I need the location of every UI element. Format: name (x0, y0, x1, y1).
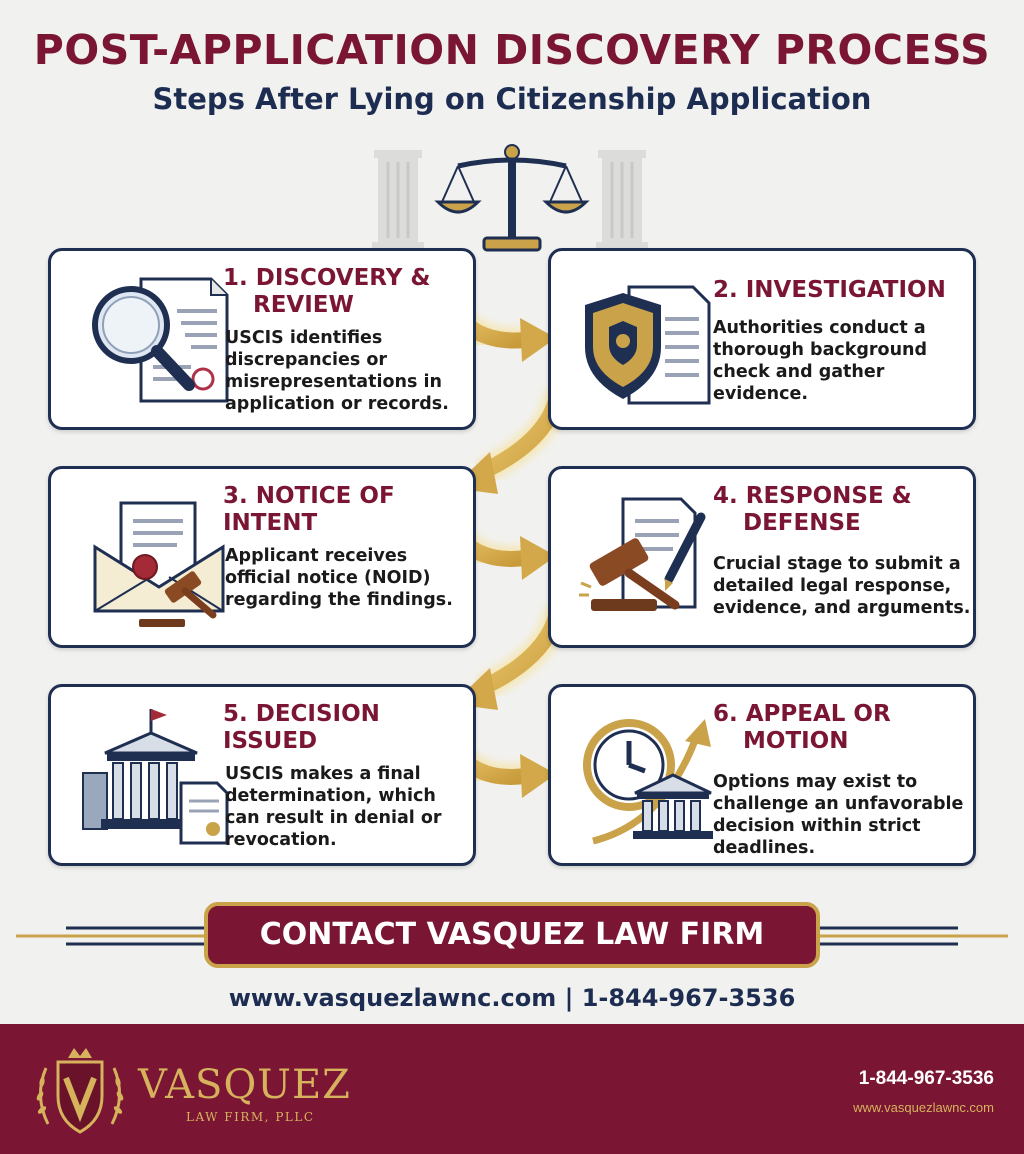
step-2-title: 2. INVESTIGATION (713, 277, 946, 303)
step-4-title-line2: DEFENSE (743, 510, 861, 536)
step-5-title: 5. DECISION (223, 701, 380, 727)
contact-line: www.vasquezlawnc.com | 1-844-967-3536 (228, 984, 796, 1012)
law-firm-crest-logo (28, 1040, 132, 1144)
contact-cta-button[interactable]: CONTACT VASQUEZ LAW FIRM (204, 902, 820, 968)
step-card-3 (48, 466, 476, 648)
step-card-6 (548, 684, 976, 866)
step-1-title: 1. DISCOVERY & (223, 265, 431, 291)
step-6-title-line2: MOTION (743, 728, 849, 754)
step-card-4 (548, 466, 976, 648)
step-5-title-line2: ISSUED (223, 728, 318, 754)
step-1-description: USCIS identifies discrepancies or misrepresentations in application or records. (225, 328, 449, 414)
step-4-description: Crucial stage to submit a detailed legal response, evidence, and arguments. (713, 554, 971, 618)
page-title: POST-APPLICATION DISCOVERY PROCESS (33, 26, 991, 74)
step-3-title: 3. NOTICE OF (223, 483, 395, 509)
step-4-title: 4. RESPONSE & (713, 483, 912, 509)
step-6-title: 6. APPEAL OR (713, 701, 891, 727)
magnifier-document-icon (81, 269, 231, 411)
brand-name: VASQUEZ (138, 1062, 351, 1108)
page-subtitle: Steps After Lying on Citizenship Application (152, 82, 872, 116)
clock-courthouse-icon (569, 705, 719, 847)
step-1-title-line2: REVIEW (253, 292, 354, 318)
scales-of-justice-icon (362, 138, 662, 254)
gavel-pen-icon (569, 487, 719, 629)
brand-subtitle: LAW FIRM, PLLC (186, 1110, 315, 1124)
step-6-description: Options may exist to challenge an unfavorable decision within strict deadlines. (713, 772, 964, 858)
footer-bar (0, 1024, 1024, 1154)
envelope-gavel-icon (81, 487, 231, 629)
step-3-title-line2: INTENT (223, 510, 318, 536)
step-card-2 (548, 248, 976, 430)
courthouse-document-icon (81, 705, 231, 847)
step-2-description: Authorities conduct a thorough background check and gather evidence. (713, 318, 928, 404)
step-3-description: Applicant receives official notice (NOID) regarding the findings. (225, 546, 453, 610)
step-card-1 (48, 248, 476, 430)
footer-website-link[interactable]: www.vasquezlawnc.com (853, 1100, 994, 1115)
step-card-5 (48, 684, 476, 866)
step-5-description: USCIS makes a final determination, which can result in denial or revocation. (225, 764, 442, 850)
footer-phone[interactable]: 1-844-967-3536 (858, 1068, 994, 1089)
badge-document-icon (569, 269, 719, 411)
